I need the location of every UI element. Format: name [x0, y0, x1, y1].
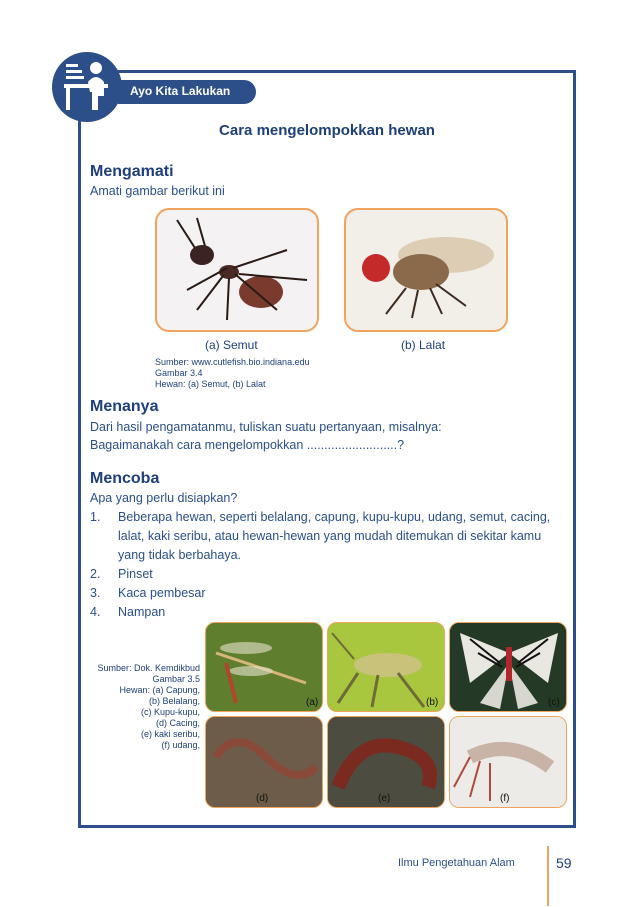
footer-book-title: Ilmu Pengetahuan Alam — [398, 857, 515, 869]
list-num-3: 3. — [90, 586, 101, 600]
photo-fly — [344, 208, 508, 332]
caption-ant: (a) Semut — [205, 338, 258, 352]
photo-dragonfly — [205, 622, 323, 712]
list-num-4: 4. — [90, 605, 101, 619]
badge-label: Ayo Kita Lakukan — [130, 84, 231, 98]
list-num-1: 1. — [90, 510, 101, 524]
photo-grasshopper — [327, 622, 445, 712]
menanya-line2: Bagaimanakah cara mengelompokkan ..........................? — [90, 438, 405, 452]
figure2-animal-c: (c) Kupu-kupu, — [140, 707, 200, 717]
heading-menanya: Menanya — [90, 398, 159, 415]
photo-earthworm — [205, 716, 323, 808]
figure1-number: Gambar 3.4 — [155, 368, 203, 378]
page-title: Cara mengelompokkan hewan — [219, 122, 435, 139]
list-item-2: Pinset — [118, 567, 153, 581]
student-desk-icon — [52, 52, 122, 122]
photo-shrimp — [449, 716, 567, 808]
figure1-source-line: Sumber: www.cutlefish.bio.indiana.edu — [155, 357, 310, 367]
tile-label-d: (d) — [256, 793, 269, 804]
list-item-1-line2: lalat, kaki seribu, atau hewan-hewan yang mudah ditemukan di sekitar kamu — [118, 529, 542, 543]
figure1-source — [155, 357, 310, 390]
photo-butterfly — [449, 622, 567, 712]
list-item-1-line3: yang tidak berbahaya. — [118, 548, 242, 562]
list-item-3: Kaca pembesar — [118, 586, 206, 600]
tile-label-b: (b) — [426, 697, 439, 708]
photo-ant — [155, 208, 319, 332]
list-num-2: 2. — [90, 567, 101, 581]
page-number: 59 — [556, 855, 572, 871]
footer-divider — [547, 846, 549, 906]
figure2-animal-e: (e) kaki seribu, — [140, 729, 200, 739]
mengamati-text: Amati gambar berikut ini — [90, 184, 225, 198]
figure1-animals: Hewan: (a) Semut, (b) Lalat — [155, 379, 266, 389]
badge-circle — [52, 52, 122, 122]
caption-fly: (b) Lalat — [401, 338, 446, 352]
figure2-number: Gambar 3.5 — [152, 674, 200, 684]
figure2-animal-a: Hewan: (a) Capung, — [119, 685, 200, 695]
tile-label-c: (c) — [548, 697, 560, 708]
mencoba-intro: Apa yang perlu disiapkan? — [90, 491, 238, 505]
tile-label-f: (f) — [500, 793, 510, 804]
ant-icon — [157, 210, 317, 330]
heading-mengamati: Mengamati — [90, 163, 174, 180]
menanya-line1: Dari hasil pengamatanmu, tuliskan suatu pertanyaan, misalnya: — [90, 420, 442, 434]
figure2-source-line: Sumber: Dok. Kemdikbud — [97, 663, 200, 673]
photo-millipede — [327, 716, 445, 808]
list-item-1-line1: Beberapa hewan, seperti belalang, capung, kupu-kupu, udang, semut, cacing, — [118, 510, 551, 524]
figure2-animal-b: (b) Belalang, — [148, 696, 200, 706]
fly-icon — [346, 210, 506, 330]
figure2-animal-d: (d) Cacing, — [155, 718, 200, 728]
figure2-animal-f: (f) udang, — [161, 740, 200, 750]
list-item-4: Nampan — [118, 605, 166, 619]
tile-label-e: (e) — [378, 793, 391, 804]
figure2-source — [86, 663, 200, 751]
tile-label-a: (a) — [306, 697, 319, 708]
heading-mencoba: Mencoba — [90, 470, 160, 487]
